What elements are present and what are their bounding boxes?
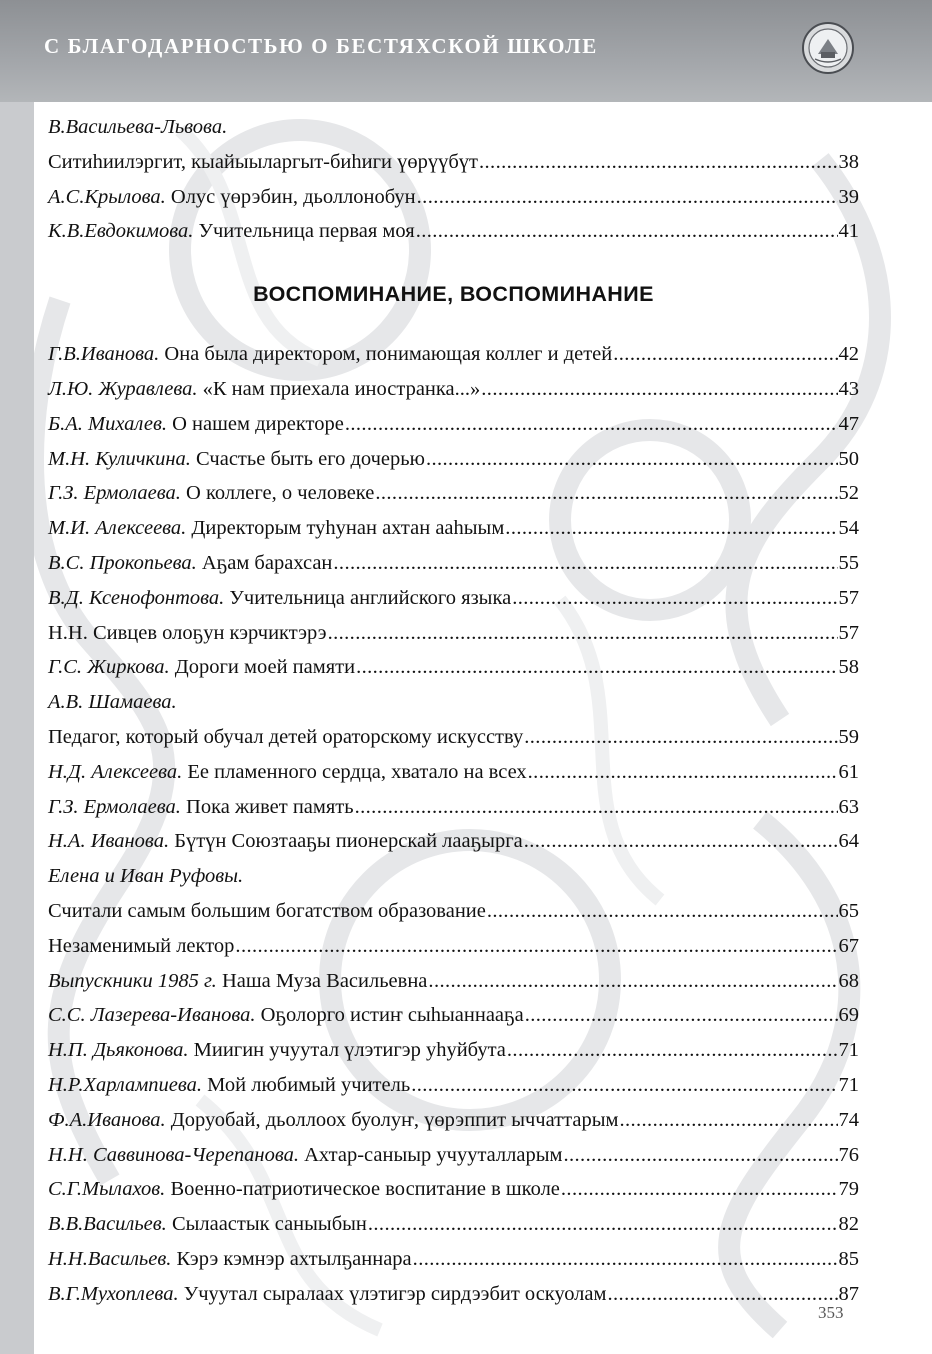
toc-title: Дороги моей памяти xyxy=(174,656,356,679)
toc-author: Н.Н.Васильев. xyxy=(48,1247,172,1270)
page-number: 353 xyxy=(818,1303,844,1322)
toc-page-number: 87 xyxy=(838,1282,859,1305)
toc-author: В.Д. Ксенофонтова. xyxy=(48,586,225,609)
toc-page-number: 50 xyxy=(838,447,859,470)
toc-entry xyxy=(48,1172,859,1207)
toc-page-number: 76 xyxy=(838,1143,859,1166)
toc-page-number: 43 xyxy=(838,377,859,400)
toc-title: «К нам приехала иностранка...» xyxy=(202,377,481,400)
toc-leader-dots xyxy=(368,1207,838,1242)
toc-title: Бүтүн Союзтааҕы пионерскай лааҕырга xyxy=(174,830,523,853)
toc-leader-dots xyxy=(413,1242,838,1277)
toc-title: Ситиhиилэргит, кыайыыларгыт-биhиги үөрүүбүт xyxy=(48,150,478,173)
toc-author: Г.С. Жиркова. xyxy=(48,656,170,679)
toc-entry xyxy=(48,1242,859,1277)
toc-page-number: 79 xyxy=(838,1178,859,1201)
toc-page-number: 59 xyxy=(838,725,859,748)
toc-entry xyxy=(48,824,859,859)
toc-leader-dots xyxy=(411,1068,837,1103)
toc-entry xyxy=(48,476,859,511)
toc-leader-dots xyxy=(235,929,837,964)
toc-author: М.И. Алексеева. xyxy=(48,517,187,540)
toc-title: Доруобай, дьоллоох буолуҥ, үөрэппит ыччаттарым xyxy=(170,1108,619,1131)
toc-title: Пока живет память xyxy=(186,795,354,818)
running-header-title: С БЛАГОДАРНОСТЬЮ О БЕСТЯХСКОЙ ШКОЛЕ xyxy=(44,34,598,58)
toc-author: Н.П. Дьяконова. xyxy=(48,1039,189,1062)
toc-entry xyxy=(48,442,859,477)
table-of-contents xyxy=(48,110,859,1312)
toc-title: Педагог, который обучал детей ораторскому искусству xyxy=(48,725,524,748)
toc-leader-dots xyxy=(345,407,838,442)
toc-author: А.В. Шамаева. xyxy=(48,691,177,714)
toc-author: Б.А. Михалев. xyxy=(48,412,167,435)
toc-title: Она была директором, понимающая коллег и детей xyxy=(164,343,613,366)
toc-author: Н.А. Иванова. xyxy=(48,830,170,853)
toc-leader-dots xyxy=(528,755,838,790)
toc-author-line xyxy=(48,685,859,720)
toc-page-number: 82 xyxy=(838,1213,859,1236)
toc-leader-dots xyxy=(333,546,837,581)
toc-page-number: 69 xyxy=(838,1004,859,1027)
toc-entry xyxy=(48,998,859,1033)
toc-title: О коллеге, о человеке xyxy=(186,482,375,505)
toc-title: Учительница английского языка xyxy=(229,586,512,609)
toc-entry xyxy=(48,511,859,546)
toc-author: В.Г.Мухоплева. xyxy=(48,1282,179,1305)
toc-entry xyxy=(48,372,859,407)
toc-entry xyxy=(48,929,859,964)
toc-leader-dots xyxy=(512,581,837,616)
toc-page-number: 57 xyxy=(838,586,859,609)
toc-title: Наша Муза Васильевна xyxy=(221,969,428,992)
toc-page-number: 74 xyxy=(838,1108,859,1131)
toc-leader-dots xyxy=(525,998,838,1033)
toc-leader-dots xyxy=(507,1033,838,1068)
toc-page-number: 64 xyxy=(838,830,859,853)
toc-leader-dots xyxy=(608,1277,838,1312)
toc-entry xyxy=(48,1207,859,1242)
toc-entry xyxy=(48,1033,859,1068)
toc-entry xyxy=(48,894,859,929)
toc-entry xyxy=(48,650,859,685)
toc-title: Незаменимый лектор xyxy=(48,934,235,957)
toc-leader-dots xyxy=(619,1103,837,1138)
toc-title: Считали самым большим богатством образование xyxy=(48,899,486,922)
toc-entry xyxy=(48,546,859,581)
toc-author: Г.В.Иванова. xyxy=(48,343,160,366)
toc-title: Сылаастык саныыбын xyxy=(171,1213,367,1236)
toc-entry xyxy=(48,720,859,755)
toc-author: Г.З. Ермолаева. xyxy=(48,795,181,818)
toc-leader-dots xyxy=(563,1138,837,1173)
toc-page-number: 71 xyxy=(838,1039,859,1062)
toc-title: Ахтар-саныыр учууталларым xyxy=(304,1143,563,1166)
toc-page-number: 67 xyxy=(838,934,859,957)
toc-title: Учительница первая моя xyxy=(198,220,415,243)
toc-title: Мой любимый учитель xyxy=(207,1073,411,1096)
toc-author: Н.Р.Харлампиева. xyxy=(48,1073,203,1096)
toc-leader-dots xyxy=(481,372,837,407)
toc-entry xyxy=(48,337,859,372)
header-bar xyxy=(0,0,932,102)
toc-leader-dots xyxy=(479,145,838,180)
toc-entry xyxy=(48,616,859,651)
toc-page-number: 54 xyxy=(838,517,859,540)
toc-leader-dots xyxy=(613,337,837,372)
toc-page-number: 39 xyxy=(838,185,859,208)
toc-title: Счастье быть его дочерью xyxy=(196,447,425,470)
toc-page-number: 71 xyxy=(838,1073,859,1096)
toc-author: Выпускники 1985 г. xyxy=(48,969,217,992)
toc-leader-dots xyxy=(355,790,838,825)
toc-page-number: 57 xyxy=(838,621,859,644)
toc-page-number: 47 xyxy=(838,412,859,435)
toc-page-number: 63 xyxy=(838,795,859,818)
toc-author: В.В.Васильев. xyxy=(48,1213,167,1236)
toc-author: В.Васильева-Львова. xyxy=(48,116,228,138)
toc-leader-dots xyxy=(561,1172,838,1207)
toc-entry xyxy=(48,1068,859,1103)
toc-leader-dots xyxy=(426,442,838,477)
toc-author: С.Г.Мылахов. xyxy=(48,1178,166,1201)
toc-author: Елена и Иван Руфовы. xyxy=(48,865,244,888)
toc-leader-dots xyxy=(417,180,838,215)
toc-leader-dots xyxy=(428,964,837,999)
toc-leader-dots xyxy=(487,894,838,929)
toc-author: А.С.Крылова. xyxy=(48,185,166,208)
toc-title: Н.Н. Сивцев олоҕун кэрчиктэрэ xyxy=(48,621,327,644)
toc-leader-dots xyxy=(356,650,837,685)
toc-author: Ф.А.Иванова. xyxy=(48,1108,166,1131)
toc-entry xyxy=(48,407,859,442)
toc-leader-dots xyxy=(416,214,838,249)
toc-entry xyxy=(48,214,859,249)
toc-page-number: 38 xyxy=(838,150,859,173)
toc-author: С.С. Лазерева-Иванова. xyxy=(48,1004,256,1027)
toc-title: Военно-патриотическое воспитание в школе xyxy=(170,1178,560,1201)
toc-author-line xyxy=(48,859,859,894)
toc-author: К.В.Евдокимова. xyxy=(48,220,194,243)
toc-entry xyxy=(48,581,859,616)
toc-page-number: 65 xyxy=(838,899,859,922)
toc-title: О нашем директоре xyxy=(172,412,344,435)
toc-title: Кэрэ кэмнэр ахтылҕаннара xyxy=(176,1247,412,1270)
toc-author: Г.З. Ермолаева. xyxy=(48,482,181,505)
toc-entry xyxy=(48,1277,859,1312)
toc-title: Ее пламенного сердца, хватало на всех xyxy=(187,760,527,783)
toc-leader-dots xyxy=(375,476,837,511)
toc-author: В.С. Прокопьева. xyxy=(48,551,197,574)
toc-page-number: 61 xyxy=(838,760,859,783)
toc-title: Аҕам барахсан xyxy=(201,551,333,574)
toc-author: Н.Д. Алексеева. xyxy=(48,760,183,783)
toc-entry xyxy=(48,755,859,790)
toc-page-number: 41 xyxy=(838,220,859,243)
toc-author: Н.Н. Саввинова-Черепанова. xyxy=(48,1143,299,1166)
left-margin-band xyxy=(0,102,34,1354)
toc-entry xyxy=(48,145,859,180)
toc-leader-dots xyxy=(328,616,838,651)
toc-page-number: 85 xyxy=(838,1247,859,1270)
toc-page-number: 68 xyxy=(838,969,859,992)
toc-leader-dots xyxy=(505,511,837,546)
toc-page-number: 42 xyxy=(838,343,859,366)
toc-author: М.Н. Куличкина. xyxy=(48,447,191,470)
toc-leader-dots xyxy=(524,720,837,755)
toc-page-number: 58 xyxy=(838,656,859,679)
toc-entry xyxy=(48,1138,859,1173)
toc-title: Оҕолорго истиҥ сыhыаннааҕа xyxy=(260,1004,524,1027)
toc-entry xyxy=(48,1103,859,1138)
school-emblem-icon xyxy=(801,21,855,75)
toc-title: Директорым туhунан ахтан ааhыым xyxy=(191,517,505,540)
toc-page-number: 55 xyxy=(838,551,859,574)
toc-entry xyxy=(48,180,859,215)
toc-author: Л.Ю. Журавлева. xyxy=(48,377,198,400)
section-heading: ВОСПОМИНАНИЕ, ВОСПОМИНАНИЕ xyxy=(253,282,654,307)
toc-page-number: 52 xyxy=(838,482,859,505)
toc-title: Олус үөрэбин, дьоллонобун xyxy=(170,185,416,208)
toc-title: Миигин учуутал үлэтигэр уhуйбута xyxy=(193,1039,506,1062)
toc-entry xyxy=(48,790,859,825)
toc-leader-dots xyxy=(524,824,838,859)
toc-author-line xyxy=(48,110,859,145)
toc-title: Учуутал сыралаах үлэтигэр сирдээбит оскуолам xyxy=(183,1282,607,1305)
toc-entry xyxy=(48,964,859,999)
